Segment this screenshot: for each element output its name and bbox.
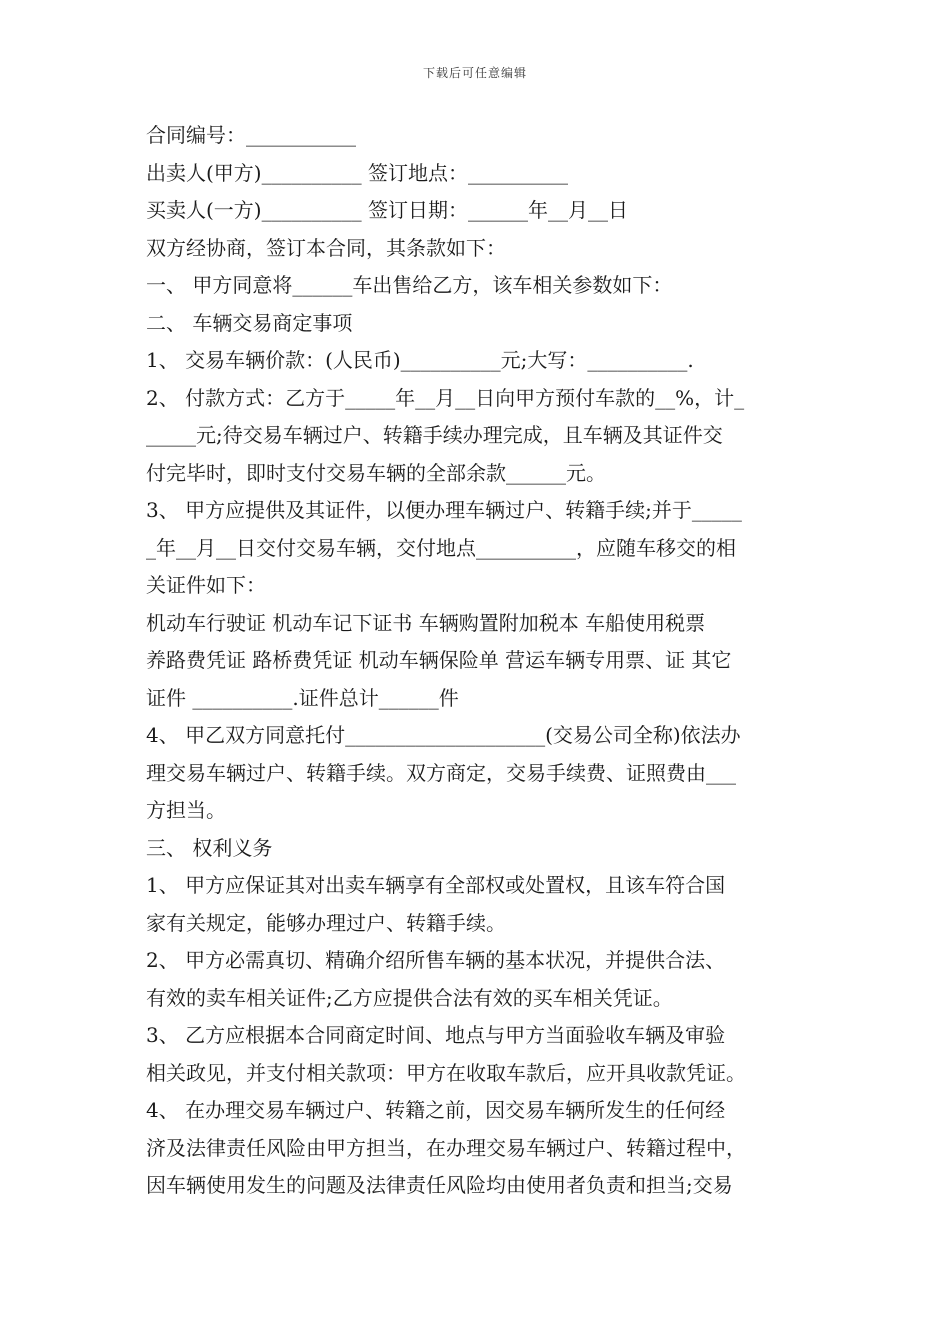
clause-2-4-line: 理交易车辆过户、转籍手续。双方商定，交易手续费、证照费由___: [146, 760, 736, 785]
clause-2-4-line: 4、 甲乙双方同意托付____________________(交易公司全称)依法办: [146, 723, 741, 747]
clause-2-2-line: 付完毕时，即时支付交易车辆的全部余款______元。: [146, 460, 606, 485]
section-3-heading: 三、 权利义务: [146, 835, 273, 860]
clause-3-2-line: 有效的卖车相关证件;乙方应提供合法有效的买车相关凭证。: [146, 985, 673, 1010]
contract-number-line: 合同编号：___________: [146, 123, 356, 147]
preamble-line: 双方经协商，签订本合同，其条款如下：: [146, 235, 506, 260]
clause-3-4-line: 4、 在办理交易车辆过户、转籍之前，因交易车辆所发生的任何经: [146, 1098, 726, 1122]
contract-body: [146, 117, 810, 1205]
clause-3-1-line: 1、 甲方应保证其对出卖车辆享有全部权或处置权，且该车符合国: [146, 873, 726, 897]
buyer-line: 买卖人(一方)__________ 签订日期：______年__月__日: [146, 198, 628, 222]
clause-3-3-line: 相关政见，并支付相关款项：甲方在收取车款后，应开具收款凭证。: [146, 1060, 746, 1085]
clause-2-3-line: _年__月__日交付交易车辆，交付地点__________，应随车移交的相: [146, 535, 736, 560]
clause-3-1-line: 家有关规定，能够办理过户、转籍手续。: [146, 910, 506, 935]
clause-3-4-line: 济及法律责任风险由甲方担当，在办理交易车辆过户、转籍过程中，: [146, 1135, 746, 1160]
clause-3-3-line: 3、 乙方应根据本合同商定时间、地点与甲方当面验收车辆及审验: [146, 1023, 726, 1047]
clause-2-2-line: 2、 付款方式：乙方于_____年__月__日向甲方预付车款的__%，计_: [146, 385, 745, 410]
section-2-heading: 二、 车辆交易商定事项: [146, 310, 353, 335]
page-header: 下载后可任意编辑: [422, 66, 527, 80]
clause-2-2-line: _____元;待交易车辆过户、转籍手续办理完成，且车辆及其证件交: [146, 423, 723, 447]
clause-2-3-line: 3、 甲方应提供及其证件，以便办理车辆过户、转籍手续;并于_____: [146, 498, 742, 522]
section-1-line: 一、 甲方同意将______车出售给乙方，该车相关参数如下：: [146, 273, 673, 297]
documents-list-line: 机动车行驶证 机动车记下证书 车辆购置附加税本 车船使用税票: [146, 610, 706, 635]
clause-3-4-line: 因车辆使用发生的问题及法律责任风险均由使用者负责和担当;交易: [146, 1173, 733, 1197]
clause-2-1-line: 1、 交易车辆价款：(人民币)__________元;大写：__________.: [146, 348, 694, 372]
clause-2-3-line: 关证件如下：: [146, 573, 266, 597]
documents-list-line: 养路费凭证 路桥费凭证 机动车辆保险单 营运车辆专用票、证 其它: [146, 648, 732, 672]
clause-2-4-line: 方担当。: [146, 798, 226, 822]
clause-3-2-line: 2、 甲方必需真切、精确介绍所售车辆的基本状况，并提供合法、: [146, 948, 726, 972]
seller-line: 出卖人(甲方)__________ 签订地点：__________: [146, 160, 568, 185]
documents-list-line: 证件 __________.证件总计______件: [146, 685, 459, 710]
